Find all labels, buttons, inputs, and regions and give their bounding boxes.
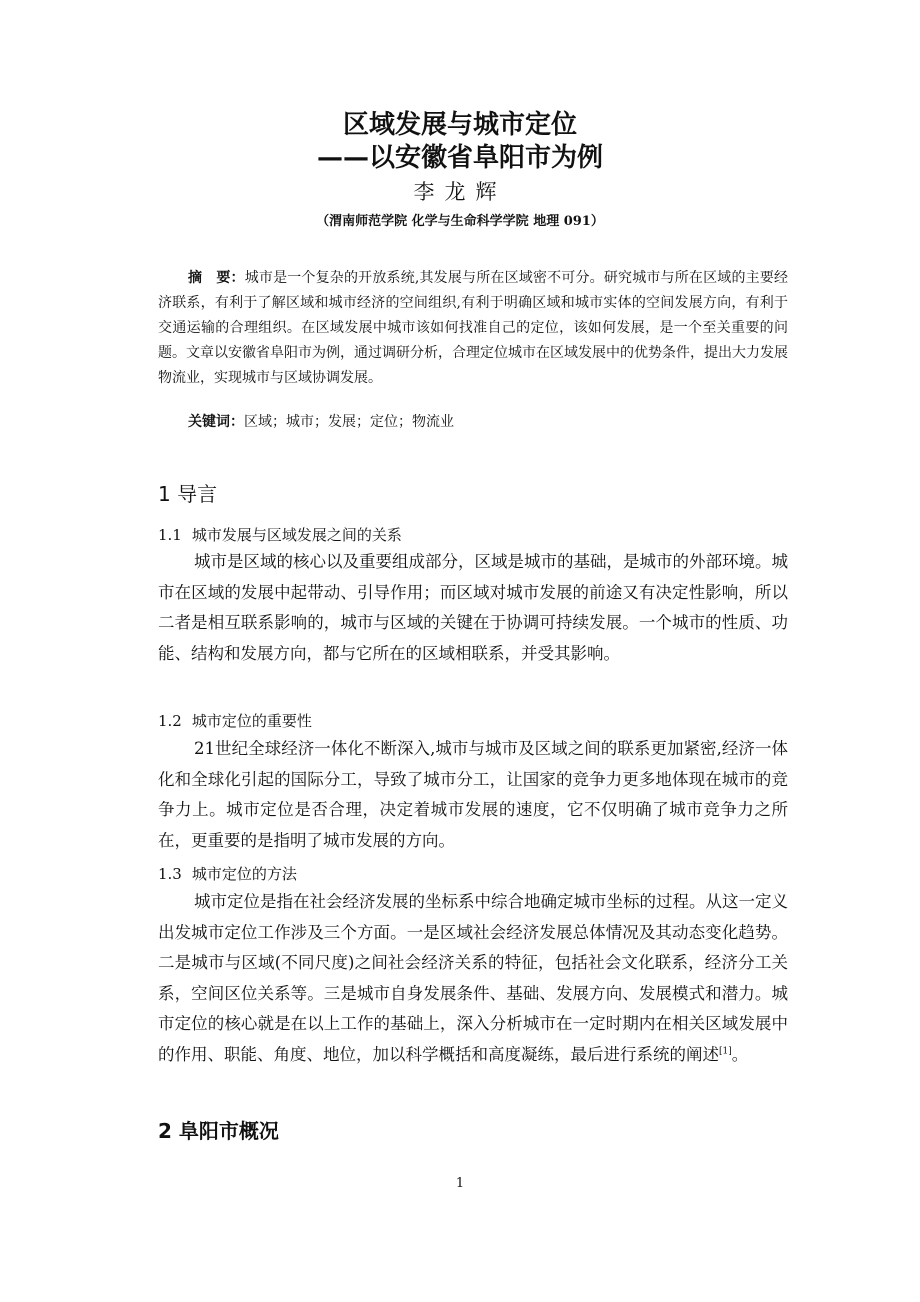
subsection-heading-1-3 [158, 863, 297, 884]
paragraph-1-1: 城市是区域的核心以及重要组成部分，区域是城市的基础，是城市的外部环境。城市在区域的发展中起带动、引导作用；而区域对城市发展的前途又有决定性影响，所以二者是相互联系影响的，城市与区域的关键在于协调可持续发展。一个城市的性质、功能、结构和发展方向，都与它所在的区域相联系，并受其影响。 [158, 552, 788, 663]
author-name: 李龙辉 [413, 180, 507, 204]
section-heading-1: 1 导言 [158, 482, 218, 506]
subsection-heading-1-2 [158, 710, 312, 731]
abstract-text: 城市是一个复杂的开放系统,其发展与所在区域密不可分。研究城市与所在区域的主要经济联系，有利于了解区域和城市经济的空间组织,有利于明确区域和城市实体的空间发展方向，有利于交通运输的合理组织。在区域发展中城市该如何找准自己的定位，该如何发展，是一个至关重要的问题。文章以安徽省阜阳市为例，通过调研分析，合理定位城市在区域发展中的优势条件，提出大力发展物流业，实现城市与区域协调发展。 [158, 270, 788, 386]
subsection-title: 城市定位的重要性 [191, 712, 312, 730]
subsection-number: 1.1 [158, 526, 182, 544]
paragraph-1-2: 21世纪全球经济一体化不断深入,城市与城市及区域之间的联系更加紧密,经济一体化和全球化引起的国际分工，导致了城市分工，让国家的竞争力更多地体现在城市的竞争力上。城市定位是否合理，决定着城市发展的速度，它不仅明确了城市竞争力之所在，更重要的是指明了城市发展的方向。 [158, 739, 788, 850]
subsection-number: 1.3 [158, 865, 182, 883]
paper-title: 区域发展与城市定位 [342, 110, 577, 140]
author-affiliation: （渭南师范学院 化学与生命科学学院 地理 091） [316, 214, 604, 229]
paper-subtitle: ——以安徽省阜阳市为例 [316, 143, 603, 173]
page-number: 1 [455, 1176, 465, 1191]
paragraph-text: 城市定位是指在社会经济发展的坐标系中综合地确定城市坐标的过程。从这一定义出发城市定位工作涉及三个方面。一是区域社会经济发展总体情况及其动态变化趋势。二是城市与区域(不同尺度)之间社会经济关系的特征，包括社会文化联系，经济分工关系，空间区位关系等。三是城市自身发展条件、基础、发展方向、发展模式和潜力。城市定位的核心就是在以上工作的基础上，深入分析城市在一定时期内在相关区域发展中的作用、职能、角度、地位，加以科学概括和高度凝练，最后进行系统的阐述 [158, 892, 788, 1064]
keywords-label: 关键词： [188, 414, 244, 430]
keywords-text: 区域；城市；发展；定位；物流业 [244, 414, 454, 430]
reference-marker: [1] [719, 1046, 732, 1056]
paragraph-1-3 [158, 887, 788, 1070]
keywords [158, 410, 818, 435]
subsection-heading-1-1 [158, 524, 402, 545]
subsection-number: 1.2 [158, 712, 182, 730]
section-heading-2: 2 阜阳市概况 [158, 1119, 279, 1143]
paragraph-end: 。 [731, 1044, 749, 1064]
subsection-title: 城市发展与区域发展之间的关系 [191, 526, 402, 544]
abstract [158, 266, 788, 391]
abstract-label: 摘 要： [188, 270, 245, 286]
subsection-title: 城市定位的方法 [191, 865, 297, 883]
